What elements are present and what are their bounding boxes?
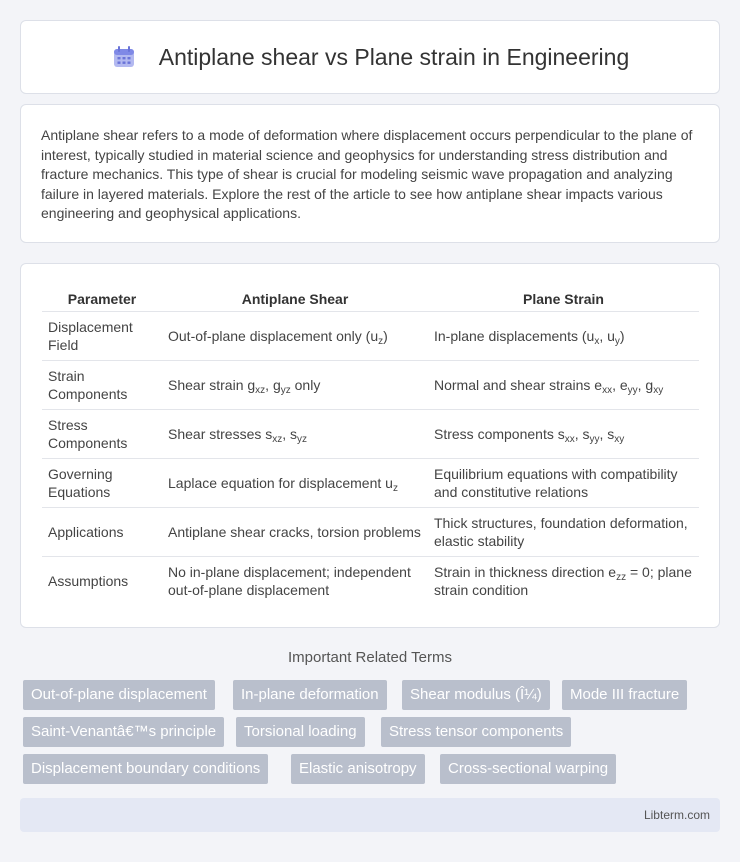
header-plane-strain: Plane Strain xyxy=(523,290,604,307)
intro-paragraph: Antiplane shear refers to a mode of deformation where displacement occurs perpendicular to the plane of interest, typically studied in material science and geophysics for understanding stress distribution and fracture mechanics. This type of shear is crucial for modeling seismic wave propagation and analyzing failure in layered materials. Explore the rest of the article to see how antiplane shear impacts various engineering and geophysical applications. xyxy=(41,127,693,222)
related-term-tag[interactable]: Cross-sectional warping xyxy=(440,754,616,784)
title-card xyxy=(20,20,720,94)
cell-antiplane-shear: Antiplane shear cracks, torsion problems xyxy=(162,507,428,556)
related-term-tag[interactable]: Out-of-plane displacement xyxy=(23,680,215,710)
cell-parameter: Strain Components xyxy=(42,360,162,409)
cell-plane-strain: Stress components $s_{xx}$, $s_{yy}$, $s_{xy}$ xyxy=(428,409,699,458)
related-term-tag[interactable]: Saint-Venantâ€™s principle xyxy=(23,717,224,747)
cell-parameter: Applications xyxy=(42,507,162,556)
related-term-tag[interactable]: In-plane deformation xyxy=(233,680,387,710)
table-header-row xyxy=(42,284,699,311)
table-row xyxy=(42,409,699,458)
cell-plane-strain: Normal and shear strains $e_{xx}$, $e_{yy}$, $g_{xy}$ xyxy=(428,360,699,409)
cell-plane-strain: Strain in thickness direction $e_{zz} = 0$; plane strain condition xyxy=(428,556,699,605)
cell-parameter: Governing Equations xyxy=(42,458,162,507)
cell-parameter: Stress Components xyxy=(42,409,162,458)
related-terms-title: Important Related Terms xyxy=(288,649,452,666)
cell-antiplane-shear: Shear stresses $s_{xz}$, $s_{yz}$ xyxy=(162,409,428,458)
cell-antiplane-shear: No in-plane displacement; independent out-of-plane displacement xyxy=(162,556,428,605)
cell-plane-strain: In-plane displacements ($u_x$, $u_y$) xyxy=(428,311,699,360)
cell-parameter: Assumptions xyxy=(42,556,162,605)
page-title: Antiplane shear vs Plane strain in Engineering xyxy=(158,43,630,70)
comparison-table-card xyxy=(20,263,720,628)
cell-antiplane-shear: Out-of-plane displacement only $(u_z)$ xyxy=(162,311,428,360)
related-term-tag[interactable]: Mode III fracture xyxy=(562,680,687,710)
cell-parameter: Displacement Field xyxy=(42,311,162,360)
related-term-tag[interactable]: Displacement boundary conditions xyxy=(23,754,268,784)
table-row xyxy=(42,507,699,556)
related-term-tag[interactable]: Stress tensor components xyxy=(381,717,571,747)
table-row xyxy=(42,556,699,605)
cell-plane-strain: Thick structures, foundation deformation, elastic stability xyxy=(428,507,699,556)
calendar-icon xyxy=(111,44,137,70)
cell-plane-strain: Equilibrium equations with compatibility and constitutive relations xyxy=(428,458,699,507)
cell-antiplane-shear: Laplace equation for displacement $u_z$ xyxy=(162,458,428,507)
intro-card xyxy=(20,104,720,243)
related-term-tag[interactable]: Torsional loading xyxy=(236,717,365,747)
table-row xyxy=(42,458,699,507)
cell-antiplane-shear: Shear strain $g_{xz}$, $g_{yz}$ only xyxy=(162,360,428,409)
table-row xyxy=(42,311,699,360)
related-term-tag[interactable]: Shear modulus (Î¼) xyxy=(402,680,550,710)
comparison-table xyxy=(42,284,699,605)
related-term-tag[interactable]: Elastic anisotropy xyxy=(291,754,425,784)
header-antiplane-shear: Antiplane Shear xyxy=(241,290,349,307)
footer xyxy=(20,798,720,832)
table-row xyxy=(42,360,699,409)
footer-site: Libterm.com xyxy=(643,808,710,822)
header-parameter: Parameter xyxy=(67,290,137,307)
